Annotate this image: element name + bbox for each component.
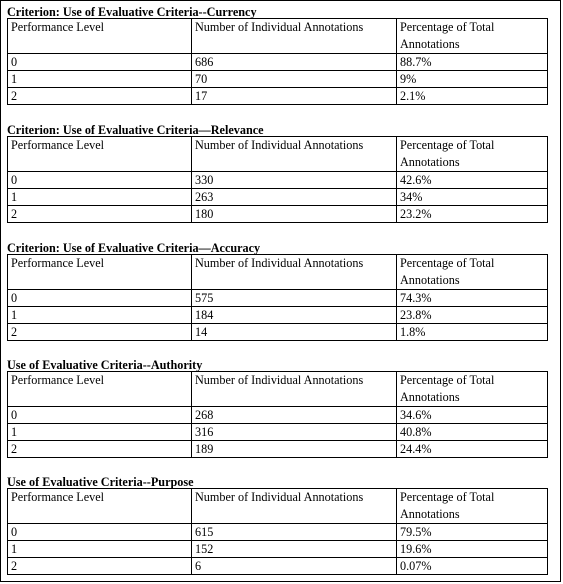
table-title: Use of Evaluative Criteria--Authority [7,358,203,372]
cell-percent: 42.6% [397,172,548,189]
cell-level: 0 [8,524,192,541]
header-percentage: Percentage of Total Annotations [397,137,548,172]
table-row [8,441,548,458]
table-row [8,558,548,575]
cell-level: 2 [8,558,192,575]
table-row [8,71,548,88]
cell-percent: 9% [397,71,548,88]
table-title: Criterion: Use of Evaluative Criteria--Currency [7,5,257,19]
header-annotation-count: Number of Individual Annotations [192,489,397,524]
cell-percent: 34.6% [397,407,548,424]
annotation-table [7,18,548,105]
cell-level: 1 [8,541,192,558]
cell-level: 2 [8,324,192,341]
cell-level: 1 [8,189,192,206]
annotation-table [7,488,548,575]
header-annotation-count: Number of Individual Annotations [192,19,397,54]
cell-count: 17 [192,88,397,105]
table-title: Use of Evaluative Criteria--Purpose [7,475,194,489]
cell-count: 615 [192,524,397,541]
cell-count: 316 [192,424,397,441]
table-row [8,307,548,324]
table-header-row [8,372,548,407]
cell-count: 263 [192,189,397,206]
cell-percent: 2.1% [397,88,548,105]
table-row [8,172,548,189]
table-row [8,290,548,307]
header-performance-level: Performance Level [8,255,192,290]
header-performance-level: Performance Level [8,19,192,54]
cell-percent: 88.7% [397,54,548,71]
header-percentage: Percentage of Total Annotations [397,255,548,290]
table-row [8,206,548,223]
cell-percent: 23.8% [397,307,548,324]
cell-count: 180 [192,206,397,223]
cell-count: 330 [192,172,397,189]
table-row [8,541,548,558]
cell-count: 686 [192,54,397,71]
table-header-row [8,137,548,172]
annotation-table [7,254,548,341]
table-row [8,88,548,105]
cell-level: 2 [8,206,192,223]
table-row [8,424,548,441]
table-row [8,189,548,206]
cell-percent: 40.8% [397,424,548,441]
header-performance-level: Performance Level [8,137,192,172]
cell-percent: 1.8% [397,324,548,341]
table-row [8,407,548,424]
header-percentage: Percentage of Total Annotations [397,372,548,407]
cell-percent: 0.07% [397,558,548,575]
table-header-row [8,19,548,54]
table-row [8,54,548,71]
header-annotation-count: Number of Individual Annotations [192,255,397,290]
cell-level: 1 [8,307,192,324]
table-header-row [8,489,548,524]
cell-level: 2 [8,88,192,105]
cell-percent: 24.4% [397,441,548,458]
cell-count: 575 [192,290,397,307]
cell-percent: 19.6% [397,541,548,558]
cell-count: 184 [192,307,397,324]
cell-count: 70 [192,71,397,88]
table-title: Criterion: Use of Evaluative Criteria—Accuracy [7,241,261,255]
cell-percent: 79.5% [397,524,548,541]
cell-count: 6 [192,558,397,575]
cell-count: 14 [192,324,397,341]
table-header-row [8,255,548,290]
cell-count: 189 [192,441,397,458]
table-title: Criterion: Use of Evaluative Criteria—Relevance [7,123,264,137]
cell-count: 152 [192,541,397,558]
cell-level: 1 [8,424,192,441]
table-row [8,324,548,341]
table-row [8,524,548,541]
header-performance-level: Performance Level [8,372,192,407]
cell-level: 1 [8,71,192,88]
cell-percent: 23.2% [397,206,548,223]
cell-level: 0 [8,172,192,189]
cell-count: 268 [192,407,397,424]
header-annotation-count: Number of Individual Annotations [192,137,397,172]
header-percentage: Percentage of Total Annotations [397,19,548,54]
cell-percent: 34% [397,189,548,206]
header-annotation-count: Number of Individual Annotations [192,372,397,407]
cell-level: 2 [8,441,192,458]
cell-percent: 74.3% [397,290,548,307]
annotation-table [7,136,548,223]
header-performance-level: Performance Level [8,489,192,524]
cell-level: 0 [8,290,192,307]
cell-level: 0 [8,407,192,424]
annotation-table [7,371,548,458]
header-percentage: Percentage of Total Annotations [397,489,548,524]
cell-level: 0 [8,54,192,71]
